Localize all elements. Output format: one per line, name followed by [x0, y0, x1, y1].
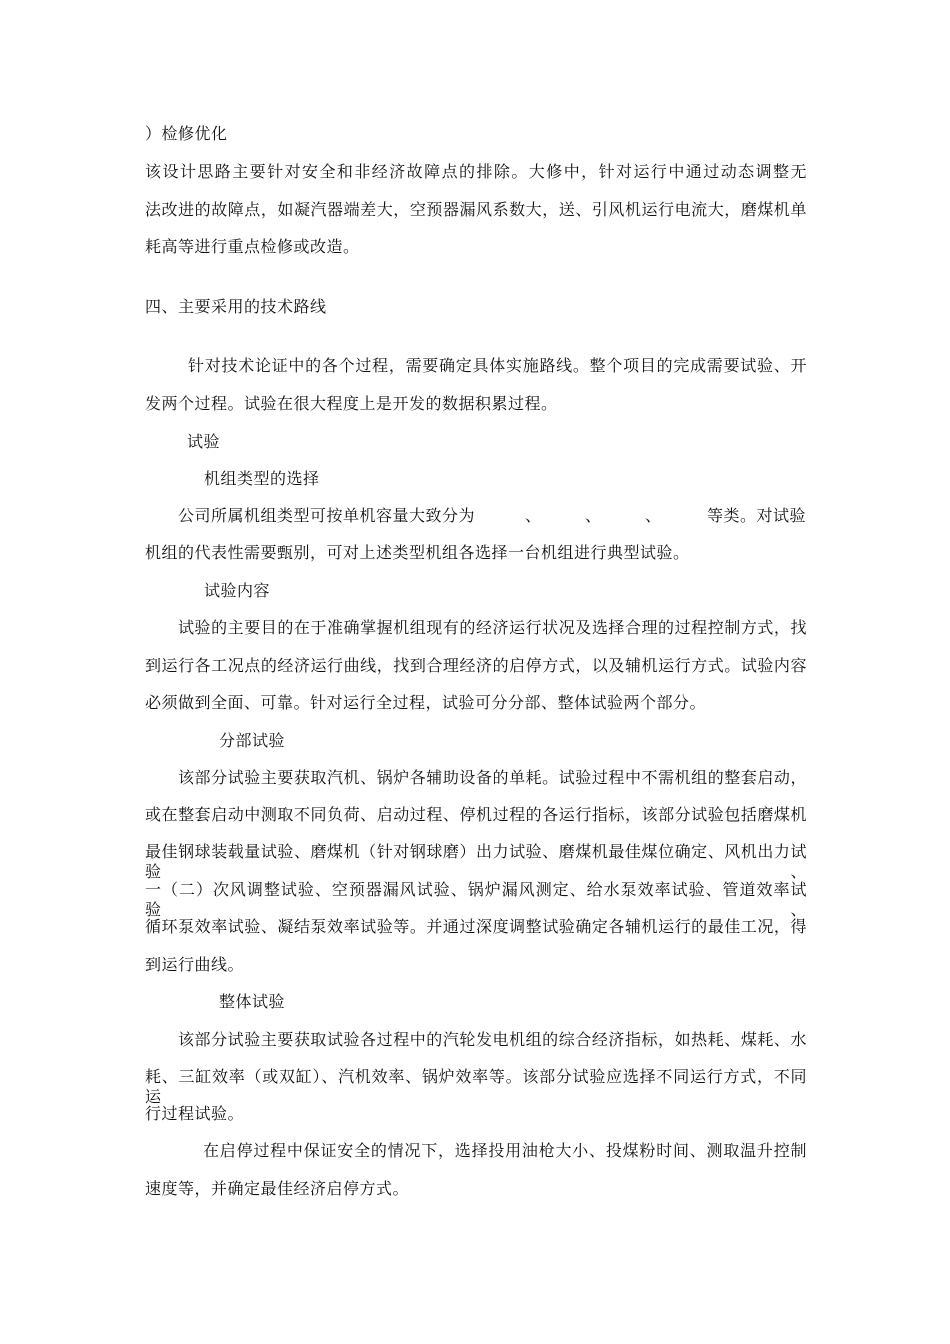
- paragraph-line: 试验的主要目的在于准确掌握机组现有的经济运行状况及选择合理的过程控制方式，找: [178, 618, 807, 637]
- section-heading-maintenance-optimization: ）检修优化: [145, 124, 228, 143]
- paragraph-line: 必须做到全面、可靠。针对运行全过程，试验可分分部、整体试验两个部分。: [145, 693, 707, 712]
- subheading-overall-test: 整体试验: [219, 992, 286, 1011]
- list-separator: 、: [525, 506, 542, 525]
- paragraph-line: 到运行曲线。: [145, 955, 245, 974]
- list-separator: 、: [645, 506, 662, 525]
- paragraph-line: 该部分试验主要获取汽机、锅炉各辅助设备的单耗。试验过程中不需机组的整套启动，: [178, 768, 807, 787]
- paragraph-line: 发两个过程。试验在很大程度上是开发的数据积累过程。: [145, 394, 558, 413]
- paragraph-line: 一（二）次风调整试验、空预器漏风试验、锅炉漏风测定、给水泵效率试验、管道效率试验、: [145, 880, 807, 919]
- paragraph-line: 该设计思路主要针对安全和非经济故障点的排除。大修中，针对运行中通过动态调整无: [145, 162, 807, 181]
- paragraph-line: 等类。对试验: [707, 506, 807, 525]
- paragraph-line: 或在整套启动中测取不同负荷、启动过程、停机过程的各运行指标，该部分试验包括磨煤机: [145, 805, 807, 824]
- subheading-test-content: 试验内容: [204, 581, 271, 600]
- paragraph-line: 循环泵效率试验、凝结泵效率试验等。并通过深度调整试验确定各辅机运行的最佳工况，得: [145, 917, 807, 936]
- paragraph-line: 速度等，并确定最佳经济启停方式。: [145, 1179, 410, 1198]
- paragraph-line: 最佳钢球装载量试验、磨煤机（针对钢球磨）出力试验、磨煤机最佳煤位确定、风机出力试验、: [145, 842, 807, 881]
- paragraph-line: 机组的代表性需要甄别，可对上述类型机组各选择一台机组进行典型试验。: [145, 543, 690, 562]
- list-separator: 、: [585, 506, 602, 525]
- subheading-partial-test: 分部试验: [219, 731, 286, 750]
- paragraph-line: 耗、三缸效率（或双缸）、汽机效率、锅炉效率等。该部分试验应选择不同运行方式，不同运: [145, 1067, 807, 1106]
- subheading-test: 试验: [187, 432, 221, 451]
- section-heading-technical-route: 四、主要采用的技术路线: [145, 297, 327, 316]
- paragraph-line: 针对技术论证中的各个过程，需要确定具体实施路线。整个项目的完成需要试验、开: [188, 356, 807, 375]
- paragraph-line: 行过程试验。: [145, 1104, 245, 1123]
- paragraph-line: 耗高等进行重点检修或改造。: [145, 237, 360, 256]
- paragraph-line: 公司所属机组类型可按单机容量大致分为: [178, 506, 476, 525]
- subheading-unit-type: 机组类型的选择: [204, 469, 320, 488]
- paragraph-line: 该部分试验主要获取试验各过程中的汽轮发电机组的综合经济指标，如热耗、煤耗、水: [178, 1030, 807, 1049]
- paragraph-line: 在启停过程中保证安全的情况下，选择投用油枪大小、投煤粉时间、测取温升控制: [203, 1141, 807, 1160]
- paragraph-line: 到运行各工况点的经济运行曲线，找到合理经济的启停方式，以及辅机运行方式。试验内容: [145, 656, 807, 675]
- paragraph-line: 法改进的故障点，如凝汽器端差大，空预器漏风系数大，送、引风机运行电流大，磨煤机单: [145, 200, 807, 219]
